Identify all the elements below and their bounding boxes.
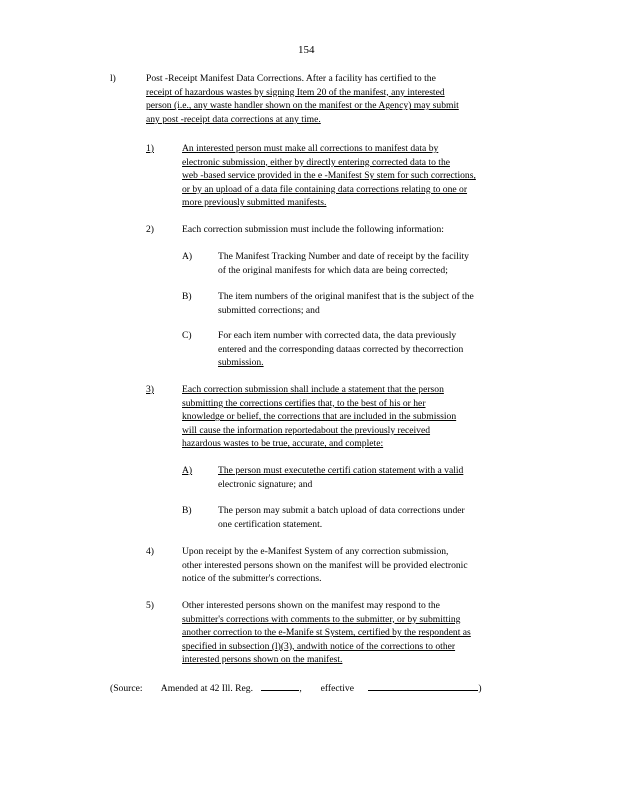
item-5-label: 5) [146,600,154,611]
item-1-line: or by an upload of a data file containing data corrections relating to one or [182,183,468,195]
item-3b-label: B) [182,505,192,516]
item-5-line: Other interested persons shown on the manifest may respond to the [182,600,440,611]
item-3-line: submitting the corrections certifies that, to the best of his or her [182,397,426,409]
item-1-text [182,142,542,210]
source-close: ) [478,683,482,694]
item-2-text [182,223,444,237]
item-l-line: any post -receipt data corrections at any time. [146,113,321,125]
item-4-text [182,545,468,586]
item-1-line: more previously submitted manifests. [182,197,327,209]
item-2c-text [218,329,463,370]
item-3-label: 3) [146,384,154,395]
item-l-label: l) [110,73,116,84]
item-3b-line: The person may submit a batch upload of data corrections under [218,505,465,516]
item-1-line: electronic submission, either by directly entering corrected data to the [182,156,450,168]
source-amended: Amended at 42 Ill. Reg. [160,683,253,694]
item-2a-text [218,250,469,277]
item-3-line: hazardous wastes to be true, accurate, and complete: [182,438,384,450]
item-2c-line: entered and the corresponding dataas corrected by thecorrection [218,343,464,355]
item-3a-label: A) [182,465,193,476]
item-2c-line: For each item number with corrected data, the data previously [218,330,457,341]
source-effective: effective [320,683,354,694]
source-effective-blank [368,680,478,691]
item-1-label: 1) [146,143,154,154]
item-l-line: Post -Receipt Manifest Data Corrections. After a facility has certified to the [146,73,436,84]
item-5-line: interested persons shown on the manifest. [182,654,343,666]
item-2-line: Each correction submission must include the following information: [182,224,444,235]
source-open: (Source: [110,683,143,694]
item-5-line: submitter's corrections with comments to the submitter, or by submitting [182,613,461,625]
page-number: 154 [298,44,315,56]
item-l-text [146,72,546,126]
item-l-line: person (i.e., any waste handler shown on the manifest or the Agency) may submit [146,100,459,112]
item-4-line: other interested persons shown on the manifest will be provided electronic [182,559,468,571]
item-5-line: specified in subsection (l)(3), andwith notice of the corrections to other [182,640,456,652]
item-2a-line: The Manifest Tracking Number and date of receipt by the facility [218,251,469,262]
item-2a-line: of the original manifests for which data are being corrected; [218,264,448,276]
item-1-line: web -based service provided in the e -Manifest Sy stem for such corrections, [182,170,476,182]
source-reg-blank [261,680,299,691]
item-4-label: 4) [146,546,154,557]
item-3a-line: The person must executethe certifi cation statement with a valid [218,465,464,476]
item-3-text [182,383,456,451]
item-3-line: will cause the information reportedabout the previously received [182,424,431,436]
source-note: (Source: Amended at 42 Ill. Reg. , effective ) [110,680,482,696]
item-1-line: An interested person must make all corrections to manifest data by [182,143,439,154]
item-4-line: notice of the submitter's corrections. [182,573,322,585]
item-2c-line: submission. [218,357,264,369]
item-3b-line: one certification statement. [218,518,323,530]
item-2b-text [218,290,474,317]
item-3a-text [218,464,463,491]
item-3-line: knowledge or belief, the corrections that are included in the submission [182,411,457,423]
item-2a-label: A) [182,251,193,262]
item-2b-label: B) [182,291,192,302]
item-3-line: Each correction submission shall include a statement that the person [182,384,444,395]
item-2c-label: C) [182,330,192,341]
item-2-label: 2) [146,224,154,235]
item-l-line: receipt of hazardous wastes by signing Item 20 of the manifest, any interested [146,86,445,98]
item-3b-text [218,504,465,531]
item-5-line: another correction to the e-Manife st System, certified by the respondent as [182,627,471,639]
item-5-text [182,599,471,667]
item-2b-line: submitted corrections; and [218,304,320,316]
item-4-line: Upon receipt by the e-Manifest System of any correction submission, [182,546,449,557]
item-3a-line: electronic signature; and [218,478,313,490]
item-2b-line: The item numbers of the original manifest that is the subject of the [218,291,474,302]
